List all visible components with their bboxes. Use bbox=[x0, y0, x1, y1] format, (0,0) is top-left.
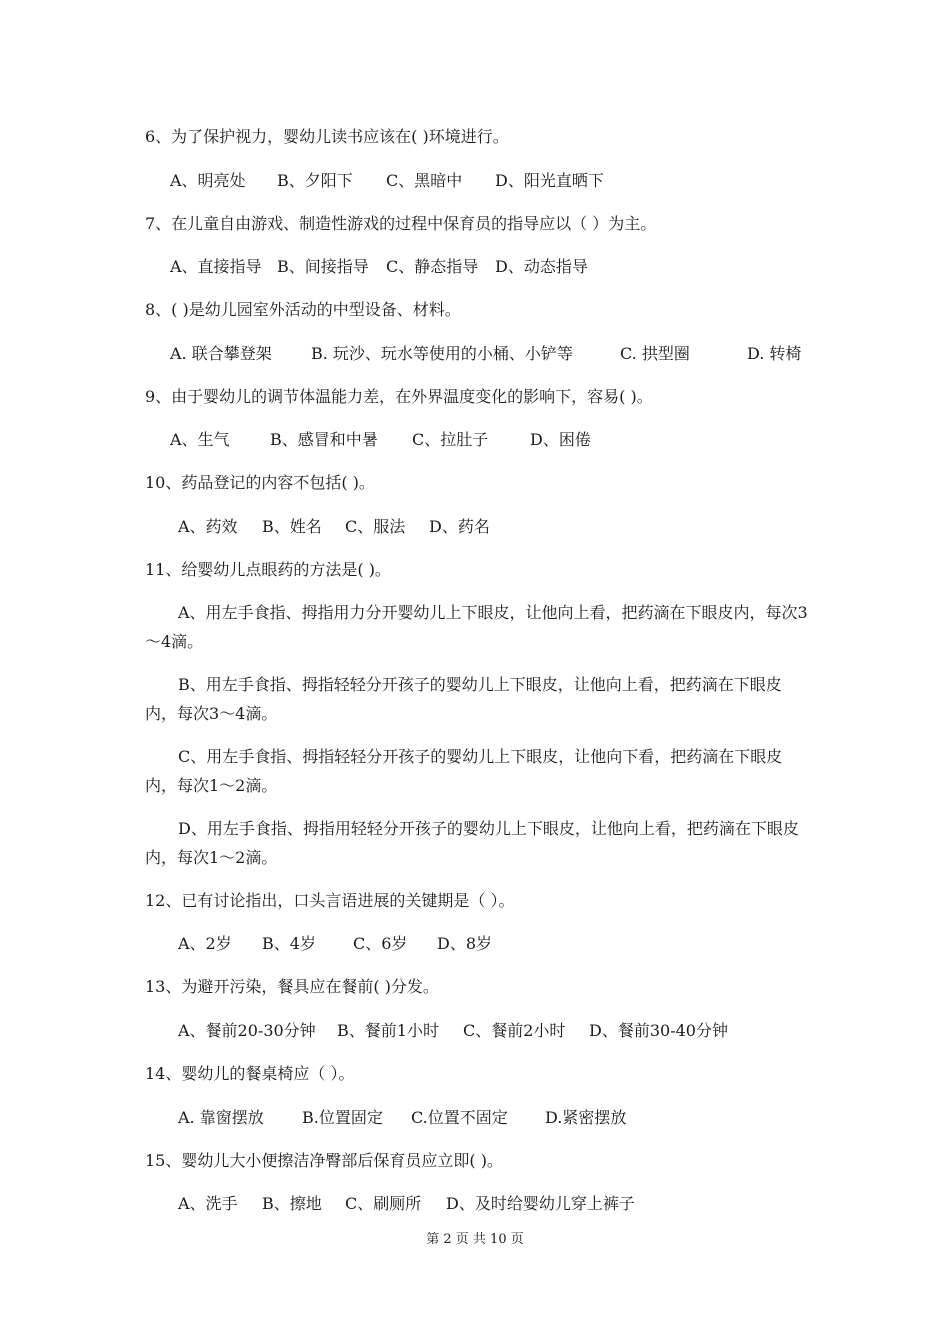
question-9-option-d: D、困倦 bbox=[530, 430, 591, 449]
question-12-option-c: C、6岁 bbox=[353, 934, 408, 953]
question-13-option-d: D、餐前30-40分钟 bbox=[589, 1021, 728, 1040]
question-14-option-a: A. 靠窗摆放 bbox=[178, 1108, 264, 1127]
question-8-option-b: B. 玩沙、玩水等使用的小桶、小铲等 bbox=[311, 344, 573, 363]
question-11-option-c: C、用左手食指、拇指轻轻分开孩子的婴幼儿上下眼皮，让他向下看，把药滴在下眼皮内，每次1～2滴。 bbox=[145, 747, 783, 795]
question-12-stem: 12、已有讨论指出，口头言语进展的关键期是（ ）。 bbox=[145, 891, 515, 910]
question-13-option-c: C、餐前2小时 bbox=[463, 1021, 566, 1040]
question-6-option-d: D、阳光直晒下 bbox=[495, 171, 604, 190]
question-7-option-c: C、静态指导 bbox=[386, 257, 479, 276]
question-11-option-d: D、用左手食指、拇指用轻轻分开孩子的婴幼儿上下眼皮，让他向上看，把药滴在下眼皮内，每次1～2滴。 bbox=[145, 819, 799, 867]
question-11-option-b: B、用左手食指、拇指轻轻分开孩子的婴幼儿上下眼皮，让他向上看，把药滴在下眼皮内，每次3～4滴。 bbox=[145, 675, 782, 723]
question-10-option-d: D、药名 bbox=[429, 517, 490, 536]
question-10-stem: 10、药品登记的内容不包括( )。 bbox=[145, 473, 375, 492]
question-15-option-b: B、擦地 bbox=[262, 1194, 322, 1213]
question-12-option-b: B、4岁 bbox=[262, 934, 316, 953]
question-14-stem: 14、婴幼儿的餐桌椅应（ ）。 bbox=[145, 1064, 355, 1083]
question-6-stem: 6、为了保护视力，婴幼儿读书应该在( )环境进行。 bbox=[145, 127, 509, 146]
question-8-option-a: A. 联合攀登架 bbox=[170, 344, 272, 363]
question-15-option-d: D、及时给婴幼儿穿上裤子 bbox=[446, 1194, 635, 1213]
question-6-option-c: C、黑暗中 bbox=[386, 171, 463, 190]
question-15-option-a: A、洗手 bbox=[178, 1194, 238, 1213]
question-10-option-a: A、药效 bbox=[178, 517, 238, 536]
question-15-stem: 15、婴幼儿大小便擦洁净臀部后保育员应立即( )。 bbox=[145, 1151, 503, 1170]
page-number: 第 2 页 共 10 页 bbox=[426, 1232, 524, 1247]
question-9-stem: 9、由于婴幼儿的调节体温能力差，在外界温度变化的影响下，容易( )。 bbox=[145, 387, 653, 406]
question-9-option-c: C、拉肚子 bbox=[412, 430, 489, 449]
question-8-option-c: C. 拱型圈 bbox=[620, 344, 690, 363]
question-11-stem: 11、给婴幼儿点眼药的方法是( )。 bbox=[145, 560, 391, 579]
question-9-option-b: B、感冒和中暑 bbox=[270, 430, 378, 449]
question-13-option-a: A、餐前20-30分钟 bbox=[178, 1021, 316, 1040]
question-12-option-a: A、2岁 bbox=[178, 934, 232, 953]
question-12-option-d: D、8岁 bbox=[437, 934, 493, 953]
question-14-option-b: B.位置固定 bbox=[302, 1108, 383, 1127]
question-13-stem: 13、为避开污染，餐具应在餐前( )分发。 bbox=[145, 977, 439, 996]
question-14-option-c: C.位置不固定 bbox=[411, 1108, 508, 1127]
question-7-option-a: A、直接指导 bbox=[170, 257, 262, 276]
question-7-stem: 7、在儿童自由游戏、制造性游戏的过程中保育员的指导应以（ ）为主。 bbox=[145, 214, 657, 233]
question-7-option-d: D、动态指导 bbox=[495, 257, 588, 276]
question-13-option-b: B、餐前1小时 bbox=[337, 1021, 439, 1040]
question-8-option-d: D. 转椅 bbox=[747, 344, 802, 363]
question-10-option-b: B、姓名 bbox=[262, 517, 322, 536]
question-15-option-c: C、刷厕所 bbox=[345, 1194, 422, 1213]
question-14-option-d: D.紧密摆放 bbox=[545, 1108, 627, 1127]
question-6-option-b: B、夕阳下 bbox=[277, 171, 353, 190]
question-10-option-c: C、服法 bbox=[345, 517, 406, 536]
question-6-option-a: A、明亮处 bbox=[170, 171, 246, 190]
question-7-option-b: B、间接指导 bbox=[277, 257, 369, 276]
question-9-option-a: A、生气 bbox=[170, 430, 230, 449]
question-11-option-a: A、用左手食指、拇指用力分开婴幼儿上下眼皮，让他向上看，把药滴在下眼皮内，每次3～4滴。 bbox=[145, 603, 808, 651]
question-8-stem: 8、( )是幼儿园室外活动的中型设备、材料。 bbox=[145, 300, 461, 319]
